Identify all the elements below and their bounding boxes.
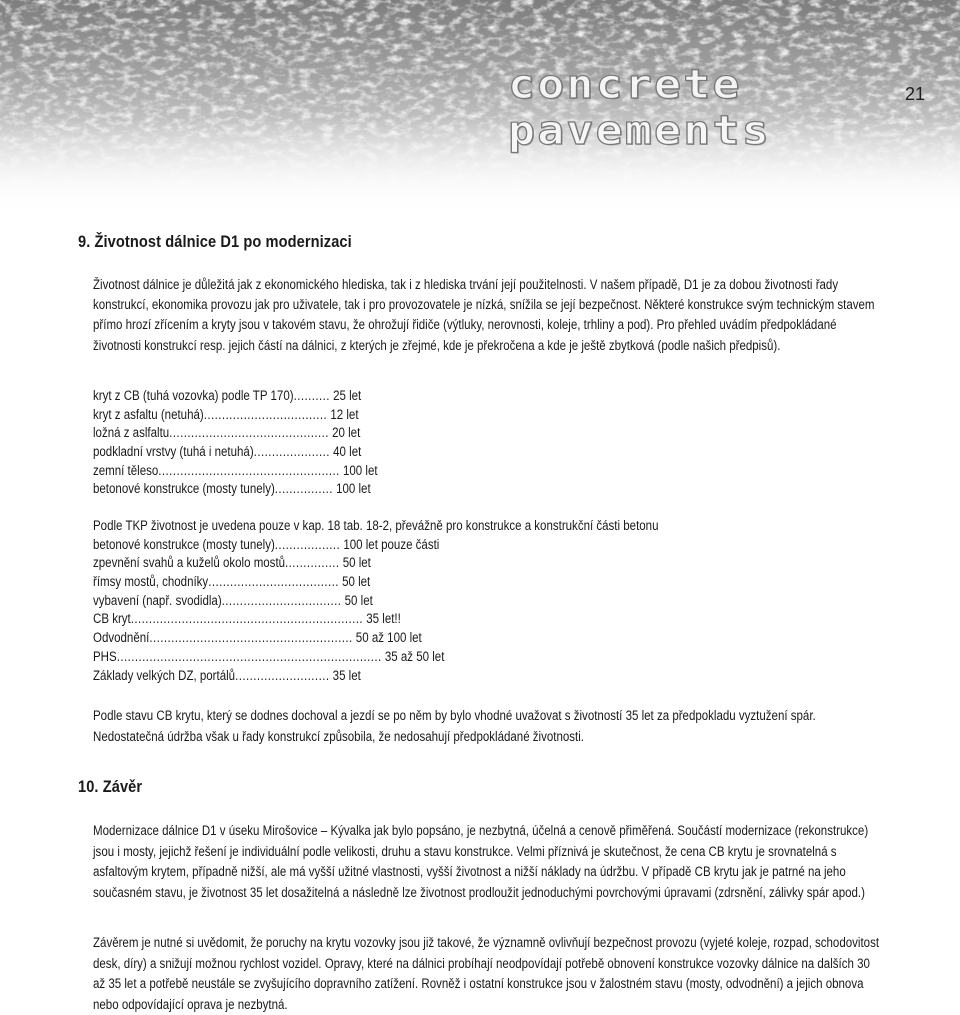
row-item: Odvodnění [93, 630, 150, 646]
row-leader-dots: ..................... [253, 444, 330, 460]
row-item: zemní těleso [93, 462, 159, 478]
tkp-list [93, 517, 658, 685]
closing-paragraph: Podle stavu CB krytu, který se dodnes dochoval a jezdí se po něm by bylo vhodné uvažovat s životností 35 let za předpokladu vyztužení spár. Nedostatečná údržba však u řady konstrukcí způsobila, že nedosahují předpokládané životnosti. [93, 708, 816, 744]
lifetime-row [93, 573, 658, 592]
lifetime-row [93, 406, 378, 425]
row-value: 50 až 100 let [355, 630, 422, 646]
section-9-heading: 9. Životnost dálnice D1 po modernizaci [78, 232, 352, 251]
row-leader-dots: ............... [285, 555, 340, 571]
row-item: římsy mostů, chodníky [93, 574, 209, 590]
row-item: PHS [93, 648, 117, 664]
lifetime-row [93, 480, 378, 499]
section-9-intro [93, 275, 879, 356]
row-item: Základy velkých DZ, portálů [93, 667, 236, 683]
row-leader-dots: ................................. [221, 592, 342, 608]
row-item: podkladní vrstvy (tuhá i netuhá) [93, 444, 254, 460]
row-value: 20 let [332, 425, 361, 441]
row-item: ložná z aslfaltu [93, 425, 170, 441]
row-item: kryt z CB (tuhá vozovka) podle TP 170) [93, 388, 294, 403]
row-leader-dots: .......... [293, 388, 330, 403]
row-leader-dots: .................................. [203, 406, 328, 422]
row-leader-dots: ........................................................ [149, 630, 353, 646]
row-leader-dots: .................. [274, 536, 341, 552]
row-value: 25 let [333, 388, 362, 403]
conclusion-paragraph-2: Závěrem je nutné si uvědomit, že poruchy na krytu vozovky jsou již takové, že významně ovlivňují bezpečnost provozu (vyjeté koleje, rozpad, schodovitost desk, díry) a snižují možnou rychlost vozidel. Opravy, které na dálnici probíhají neodpovídají potřebě obnovení konstrukce vozovky dálnice na dalších 30 až 35 let a potřebě neustále se zvyšujícího dopravního zatížení. Rovněž i ostatní konstrukce jsou v žalostném stavu (mosty, odvodnění) a jejich obnova nebo odpovídající oprava je nezbytná. [93, 935, 880, 1012]
lifetime-row [93, 554, 658, 573]
row-value: 35 let!! [366, 611, 401, 627]
row-leader-dots: ................................................................ [130, 611, 364, 627]
section-9-closing [93, 706, 879, 747]
row-value: 100 let [336, 481, 371, 497]
row-value: 50 let [344, 592, 373, 608]
row-value: 12 let [330, 406, 359, 422]
lifetime-row [93, 462, 378, 481]
lifetime-row [93, 387, 378, 406]
row-item: zpevnění svahů a kuželů okolo mostů [93, 555, 286, 571]
row-leader-dots: .................................................. [158, 462, 340, 478]
lifetime-row [93, 610, 658, 629]
row-item: vybavení (např. svodidla) [93, 592, 222, 608]
lifetime-row [93, 629, 658, 648]
row-leader-dots: .......................... [235, 667, 330, 683]
section-10-para-1 [93, 821, 879, 903]
row-leader-dots: ............................................ [169, 425, 329, 441]
lifetime-list [93, 387, 378, 499]
row-leader-dots: ................ [274, 481, 333, 497]
row-leader-dots: .................................... [208, 574, 339, 590]
row-leader-dots: ......................................................................... [116, 648, 382, 664]
row-value: 35 až 50 let [384, 648, 445, 664]
row-item: kryt z asfaltu (netuhá) [93, 406, 204, 422]
lifetime-row [93, 536, 658, 555]
row-value: 35 let [332, 667, 361, 683]
tkp-intro: Podle TKP životnost je uvedena pouze v kap. 18 tab. 18-2, převážně pro konstrukce a konstrukční části betonu [93, 518, 659, 533]
page-number: 21 [905, 84, 926, 104]
row-item: CB kryt [93, 611, 131, 627]
row-item: betonové konstrukce (mosty tunely) [93, 536, 275, 552]
section-10-heading: 10. Závěr [78, 777, 143, 796]
row-value: 100 let [342, 462, 378, 478]
intro-paragraph: Životnost dálnice je důležitá jak z ekonomického hlediska, tak i z hlediska trvání její použitelnosti. V našem případě, D1 je za dobou životnosti řady konstrukcí, ekonomika provozu jak pro uživatele, tak i pro provozovatele je nízká, snížila se její bezpečnost. Některé konstrukce svým technickým stavem přímo hrozí zřícením a kryty jsou v takovém stavu, že ohrožují řidiče (výtluky, nerovnosti, koleje, trhliny a pod). Pro přehled uvádím předpokládané životnosti konstrukcí resp. jejich částí na dálnici, z kterých je zřejmé, kde je překročena a kde je ještě zbytková (podle našich předpisů). [93, 277, 875, 353]
row-value: 50 let [342, 574, 371, 590]
lifetime-row [93, 667, 658, 686]
lifetime-row [93, 648, 658, 667]
lifetime-row [93, 443, 378, 462]
row-value: 50 let [342, 555, 371, 571]
running-title: concrete pavements [508, 62, 771, 154]
row-value: 100 let pouze části [343, 536, 440, 552]
conclusion-paragraph-1: Modernizace dálnice D1 v úseku Mirošovice – Kývalka jak bylo popsáno, je nezbytná, účelná a cenově přiměřená. Součástí modernizace (rekonstrukce) jsou i mosty, jejichž řešení je individuální podle velikosti, druhu a stavu konstrukce. Velmi příznivá je skutečnost, že cena CB krytu je srovnatelná s asfaltovým krytem, případně nižší, ale má vyšší užitné vlastnosti, vyšší životnost a nižší náklady na údržbu. V případě CB krytu jak je patrné na jeho současném stavu, je životnost 35 let dosažitelná a následně lze životnost prodloužit jednoduchými povrchovými úpravami (zdrsnění, zálivky spár apod.) [93, 823, 869, 900]
lifetime-row [93, 424, 378, 443]
lifetime-row [93, 592, 658, 611]
row-value: 40 let [333, 444, 362, 460]
row-item: betonové konstrukce (mosty tunely) [93, 481, 275, 497]
concrete-texture-header [0, 0, 960, 215]
section-10-para-2 [93, 933, 879, 1015]
